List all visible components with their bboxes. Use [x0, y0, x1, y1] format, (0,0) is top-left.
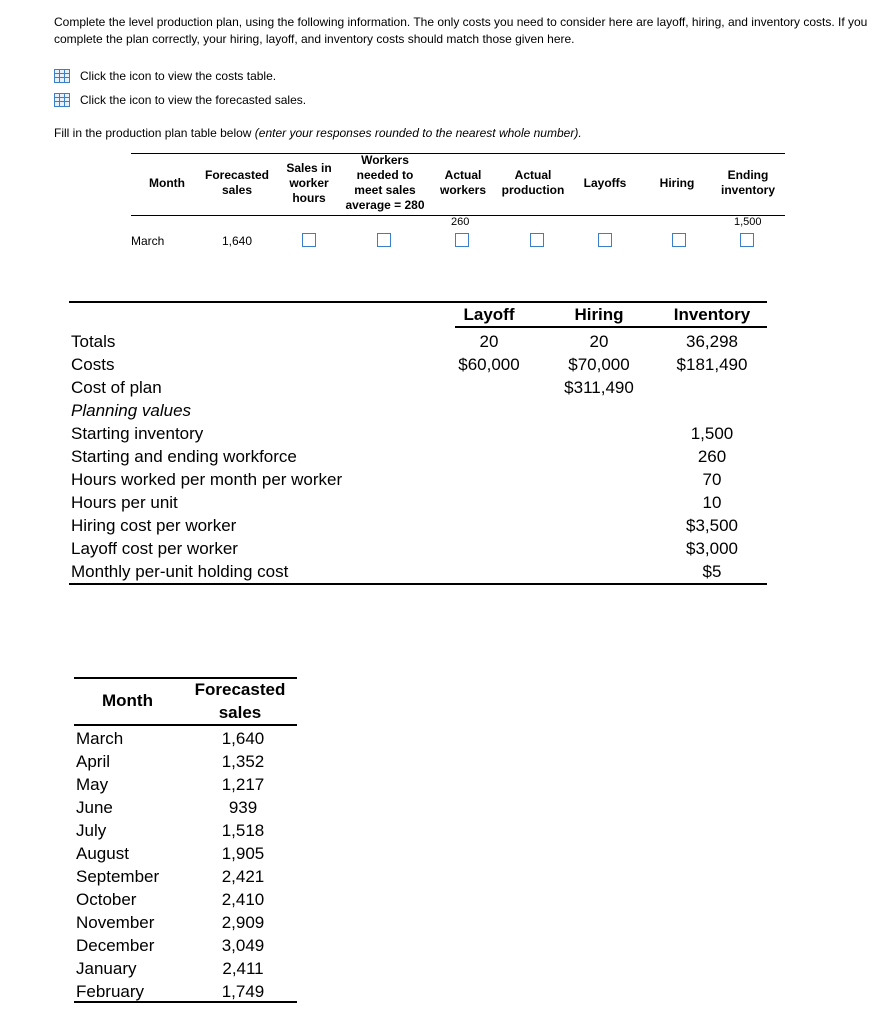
costs-label: Costs: [71, 355, 115, 374]
table-icon[interactable]: [54, 93, 70, 107]
plan-row-forecasted-sales: 1,640: [222, 234, 253, 248]
workers-needed-input[interactable]: [377, 233, 391, 247]
layoffs-input[interactable]: [598, 233, 612, 247]
costs-table-bottom-rule: [69, 583, 767, 585]
plan-header-forecasted-sales: Forecasted sales: [204, 168, 270, 197]
forecast-header-month: Month: [102, 691, 153, 710]
starting-inventory-value: 1,500: [690, 424, 734, 443]
plan-header-sales-in-worker-hours: Sales in worker hours: [286, 161, 332, 205]
hiring-input[interactable]: [672, 233, 686, 247]
cost-of-plan-label: Cost of plan: [71, 378, 162, 397]
table-row: August 1,905: [76, 844, 265, 863]
costs-header-inventory: Inventory: [673, 305, 751, 324]
forecast-link-label[interactable]: Click the icon to view the forecasted sales.: [80, 93, 307, 107]
table-row: December 3,049: [76, 936, 265, 955]
plan-header-workers-needed: Workers needed to meet sales average = 280: [345, 153, 425, 212]
totals-inventory: 36,298: [686, 332, 738, 351]
workforce-value: 260: [697, 447, 727, 466]
table-row: March 1,640: [76, 729, 265, 748]
holding-cost-value: $5: [702, 562, 722, 581]
costs-hiring: $70,000: [568, 355, 630, 374]
holding-cost-label: Monthly per-unit holding cost: [71, 562, 289, 581]
forecast-rows: [76, 727, 296, 1003]
costs-inventory: $181,490: [676, 355, 748, 374]
forecast-table-header-rule: [74, 724, 297, 726]
hours-worked-value: 70: [702, 470, 722, 489]
table-row: January 2,411: [76, 959, 264, 978]
totals-hiring: 20: [589, 332, 609, 351]
costs-layoff: $60,000: [458, 355, 520, 374]
costs-header-hiring: Hiring: [574, 305, 624, 324]
costs-table-top-rule: [69, 301, 767, 303]
forecast-link[interactable]: [54, 92, 306, 108]
hours-per-unit-value: 10: [702, 493, 722, 512]
hiring-cost-label: Hiring cost per worker: [71, 516, 237, 535]
costs-table-link-label[interactable]: Click the icon to view the costs table.: [80, 69, 277, 83]
table-row: October 2,410: [76, 890, 265, 909]
plan-row-month: March: [131, 234, 165, 248]
prefilled-ending-inventory: 1,500: [734, 216, 762, 228]
workforce-label: Starting and ending workforce: [71, 447, 297, 466]
table-row: April 1,352: [76, 752, 265, 771]
actual-workers-input[interactable]: [455, 233, 469, 247]
forecast-header-sales: Forecasted sales: [194, 680, 286, 722]
sales-in-worker-hours-input[interactable]: [302, 233, 316, 247]
plan-header-actual-production: Actual production: [501, 168, 565, 197]
prefilled-actual-workers: 260: [451, 216, 470, 228]
plan-header-hiring: Hiring: [659, 176, 695, 190]
table-row: November 2,909: [76, 913, 265, 932]
plan-header-actual-workers: Actual workers: [439, 168, 487, 197]
costs-table-header-rule: [455, 326, 767, 328]
table-icon[interactable]: [54, 69, 70, 83]
table-row: February 1,749: [76, 982, 265, 1001]
planning-values-label: Planning values: [71, 401, 192, 420]
hours-worked-label: Hours worked per month per worker: [71, 470, 343, 489]
totals-layoff: 20: [479, 332, 499, 351]
table-row: May 1,217: [76, 775, 265, 794]
plan-header-ending-inventory: Ending inventory: [720, 168, 775, 197]
layoff-cost-label: Layoff cost per worker: [71, 539, 238, 558]
hours-per-unit-label: Hours per unit: [71, 493, 178, 512]
table-row: September 2,421: [76, 867, 265, 886]
starting-inventory-label: Starting inventory: [71, 424, 204, 443]
totals-label: Totals: [71, 332, 116, 351]
plan-header-layoffs: Layoffs: [583, 176, 627, 190]
plan-header-month: Month: [149, 176, 185, 190]
costs-header-layoff: Layoff: [463, 305, 515, 324]
hiring-cost-value: $3,500: [686, 516, 738, 535]
table-row: July 1,518: [76, 821, 265, 840]
table-row: June 939: [76, 798, 258, 817]
costs-table-link[interactable]: [54, 68, 276, 84]
layoff-cost-value: $3,000: [686, 539, 738, 558]
fill-instruction: Fill in the production plan table below (enter your responses rounded to the nearest whole number).: [54, 126, 582, 140]
plan-table-top-rule: [131, 153, 785, 154]
actual-production-input[interactable]: [530, 233, 544, 247]
cost-of-plan-value: $311,490: [564, 378, 634, 397]
instructions: Complete the level production plan, using the following information. The only costs you need to consider here are layoff, hiring, and inventory costs. If you complete the plan correctly, your hiring, layoff, and inventory costs should match those given here.: [54, 15, 868, 46]
ending-inventory-input[interactable]: [740, 233, 754, 247]
